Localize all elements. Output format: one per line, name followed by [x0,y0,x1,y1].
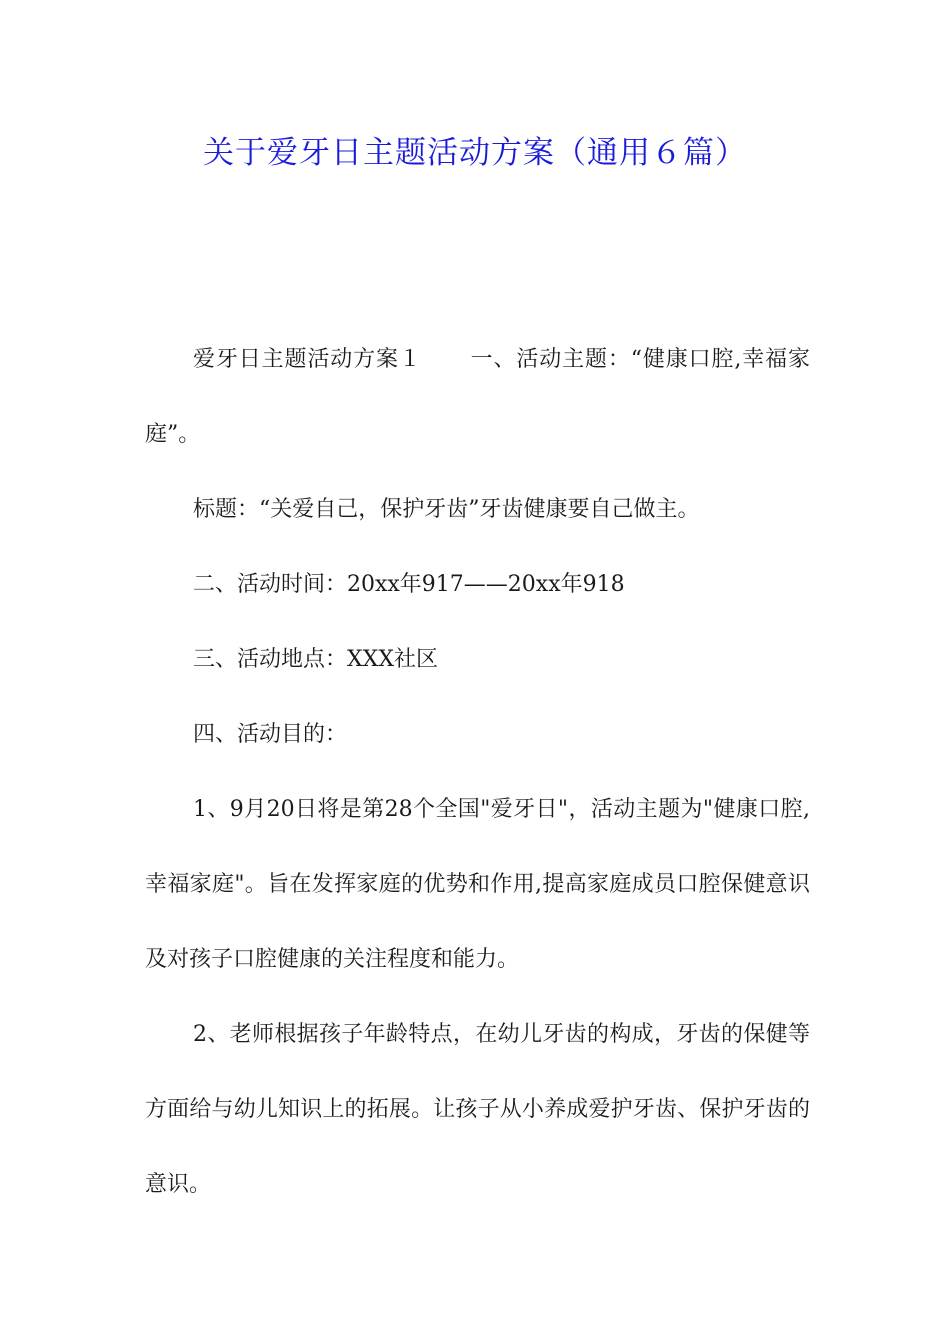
section-heading: 爱牙日主题活动方案１ [193,347,422,372]
paragraph-time: 二、活动时间：20xx年917——20xx年918 [193,572,625,597]
paragraph-intro [145,322,810,472]
paragraph-slogan: 标题：“关爱自己，保护牙齿”牙齿健康要自己做主。 [193,497,700,522]
paragraph-purpose-heading: 四、活动目的： [193,722,348,747]
document-body [145,322,810,1222]
paragraph-theme: 一、活动主题：“健康口腔,幸福家庭”。 [145,347,810,447]
document-title: 关于爱牙日主题活动方案（通用６篇） [203,135,747,171]
paragraph-location: 三、活动地点：XXX社区 [193,647,438,672]
paragraph-purpose-1: 1、9月20日将是第28个全国"爱牙日"，活动主题为"健康口腔,幸福家庭"。旨在发挥家庭的优势和作用,提高家庭成员口腔保健意识及对孩子口腔健康的关注程度和能力。 [145,797,810,972]
paragraph-purpose-2: 2、老师根据孩子年龄特点，在幼儿牙齿的构成，牙齿的保健等方面给与幼儿知识上的拓展。让孩子从小养成爱护牙齿、保护牙齿的意识。 [145,1022,810,1197]
